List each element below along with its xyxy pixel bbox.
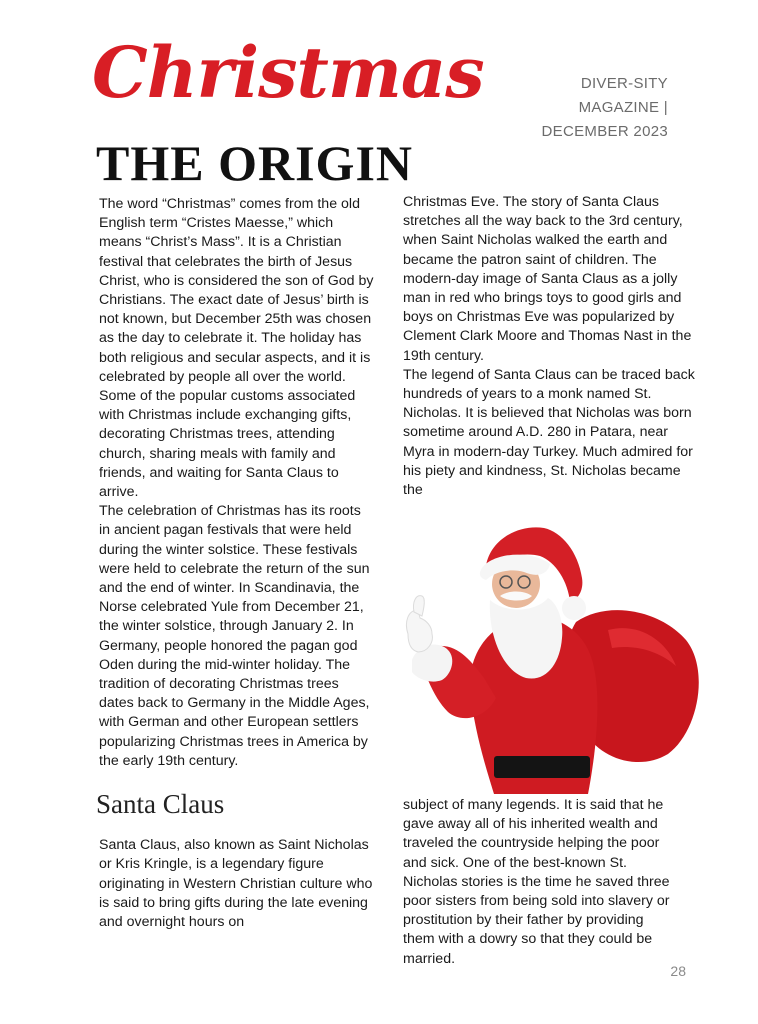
body-paragraph: The celebration of Christmas has its roots in ancient pagan festivals that were held during the winter solstice. These festivals were held to celebrate the return of the sun and the end of winter. In Scandinavia, the Norse celebrated Yule from December 21, the winter solstice, through January 2. In Germany, people honored the pagan god Oden during the mid-winter holiday. The tradition of decorating Christmas trees dates back to Germany in the Middle Ages, with German and other European settlers popularizing Christmas trees in America by the early 19th century. (99, 503, 370, 769)
hat-pompom (562, 596, 586, 620)
body-paragraph: subject of many legends. It is said that he gave away all of his inherited wealth and traveled the countryside helping the poor and sick. One of the best-known St. Nicholas stories is the time he saved three poor sisters from being sold into slavery or prostitution by their father by providing them with a dowry so that they could be married. (403, 797, 670, 967)
masthead-line: DECEMBER 2023 (541, 123, 668, 140)
santa-belt (494, 756, 590, 778)
page-number: 28 (670, 963, 686, 979)
script-title: Christmas (92, 31, 484, 114)
gloved-hand (406, 610, 432, 652)
body-paragraph: The legend of Santa Claus can be traced back hundreds of years to a monk named St. Nicholas. It is believed that Nicholas was born sometime around A.D. 280 in Patara, near Myra in modern-day Turkey. Much admired for his piety and kindness, St. Nicholas became the (403, 366, 695, 499)
section-heading: Santa Claus (96, 789, 225, 820)
santa-claus-image (398, 522, 703, 794)
masthead-line: MAGAZINE | (578, 99, 668, 116)
right-column-bottom (403, 796, 671, 969)
left-column (96, 195, 374, 932)
masthead (498, 72, 668, 144)
right-column-top (403, 193, 703, 500)
page-title: THE ORIGIN (96, 135, 414, 191)
masthead-line: DIVER-SITY (580, 75, 668, 92)
body-paragraph: Christmas Eve. The story of Santa Claus stretches all the way back to the 3rd century, when Saint Nicholas walked the earth and became the patron saint of children. The modern-day image of Santa Claus as a jolly man in red who brings toys to good girls and boys on Christmas Eve was popularized by Clement Clark Moore and Thomas Nast in the 19th century. (403, 194, 692, 364)
body-paragraph: The word “Christmas” comes from the old English term “Cristes Maesse,” which means “Christ’s Mass”. It is a Christian festival that celebrates the birth of Jesus Christ, who is considered the son of God by Christians. The exact date of Jesus’ birth is not known, but December 25th was chosen as the day to celebrate it. The holiday has both religious and secular aspects, and it is celebrated by people all over the world. Some of the popular customs associated with Christmas include exchanging gifts, decorating Christmas trees, attending church, sharing meals with family and friends, and waiting for Santa Claus to arrive. (99, 196, 374, 501)
body-paragraph: Santa Claus, also known as Saint Nicholas or Kris Kringle, is a legendary figure originating in Western Christian culture who is said to bring gifts during the late evening and overnight hours on (99, 837, 373, 930)
thumb (413, 596, 424, 616)
